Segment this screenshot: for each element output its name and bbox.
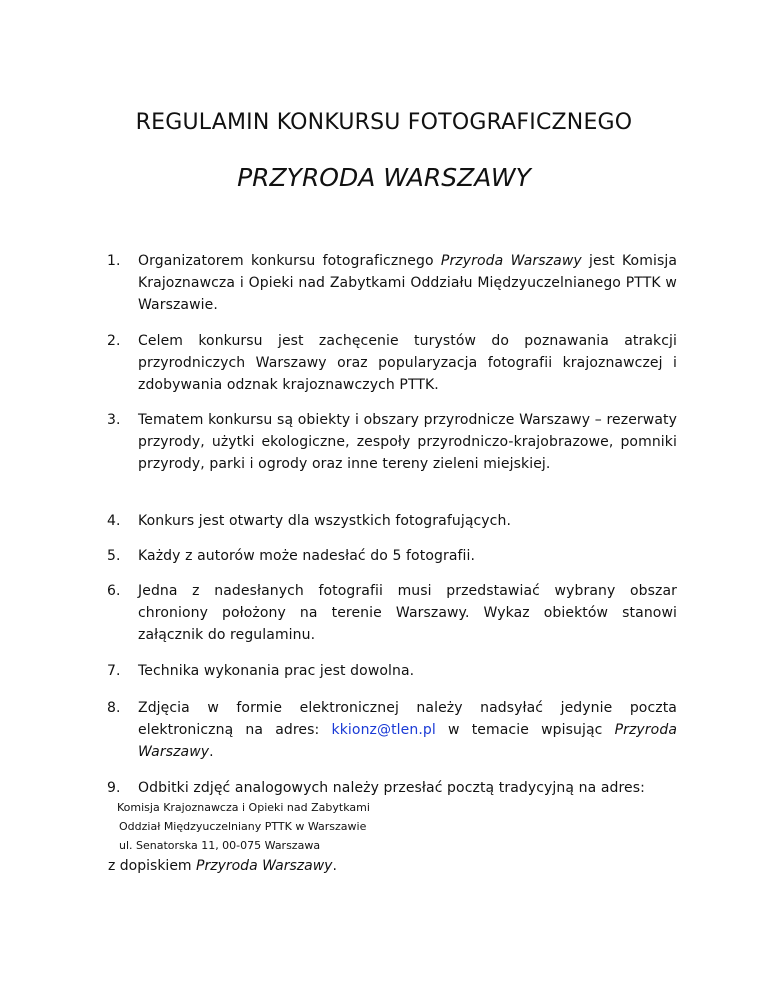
rule-number: 7. bbox=[107, 663, 121, 679]
document-title: REGULAMIN KONKURSU FOTOGRAFICZNEGO bbox=[135, 110, 633, 135]
rule-item-8 bbox=[107, 697, 677, 763]
document-subtitle: PRZYRODA WARSZAWY bbox=[237, 163, 531, 192]
rule-number: 1. bbox=[107, 253, 121, 269]
rule-item-7 bbox=[107, 660, 677, 682]
rule-text: Celem konkursu jest zachęcenie turystów do poznawania atrakcji przyrodniczych Warszawy oraz popularyzacja fotografii krajoznawczej i zdobywania odznak krajoznawczych PTTK. bbox=[138, 333, 677, 393]
rule-number: 8. bbox=[107, 700, 121, 716]
rule-number: 6. bbox=[107, 583, 121, 599]
address-line: ul. Senatorska 11, 00-075 Warszawa bbox=[119, 839, 321, 852]
rule-item-4 bbox=[107, 510, 677, 532]
rule-item-2 bbox=[107, 330, 677, 396]
address-line: Komisja Krajoznawcza i Opieki nad Zabytkami bbox=[117, 801, 370, 814]
email-link[interactable]: kkionz@tlen.pl bbox=[331, 722, 436, 738]
rule-text: Technika wykonania prac jest dowolna. bbox=[138, 663, 415, 679]
rule-text: Jedna z nadesłanych fotografii musi przedstawiać wybrany obszar chroniony położony na terenie Warszawy. Wykaz obiektów stanowi załącznik do regulaminu. bbox=[138, 583, 677, 643]
rule-text: Organizatorem konkursu fotograficznego Przyroda Warszawy jest Komisja Krajoznawcza i Opieki nad Zabytkami Oddziału Międzyuczelnianego PTTK w Warszawie. bbox=[138, 253, 678, 313]
rule-number: 9. bbox=[107, 780, 121, 796]
rule-text: Każdy z autorów może nadesłać do 5 fotografii. bbox=[138, 548, 476, 564]
rule-number: 2. bbox=[107, 333, 121, 349]
rule-item-6 bbox=[107, 580, 677, 646]
address-line: Oddział Międzyuczelniany PTTK w Warszawie bbox=[119, 820, 367, 833]
rule-text: Zdjęcia w formie elektronicznej należy nadsyłać jedynie poczta elektroniczną na adres: kkionz@tlen.pl w temacie wpisując Przyroda Warszawy. bbox=[138, 700, 677, 760]
rule-text: Konkurs jest otwarty dla wszystkich fotografujących. bbox=[138, 513, 512, 529]
rule-item-5 bbox=[107, 545, 677, 567]
rule-text: Tematem konkursu są obiekty i obszary przyrodnicze Warszawy – rezerwaty przyrody, użytki ekologiczne, zespoły przyrodniczo-krajobrazowe, pomniki przyrody, parki i ogrody oraz inne tereny zieleni miejskiej. bbox=[138, 412, 677, 472]
closing-note: z dopiskiem Przyroda Warszawy. bbox=[108, 858, 337, 874]
rule-text: Odbitki zdjęć analogowych należy przesłać pocztą tradycyjną na adres: bbox=[138, 780, 645, 796]
rule-number: 4. bbox=[107, 513, 121, 529]
rule-item-1 bbox=[107, 250, 678, 316]
rule-number: 3. bbox=[107, 412, 121, 428]
rule-item-9 bbox=[107, 777, 677, 799]
rule-number: 5. bbox=[107, 548, 121, 564]
rule-item-3 bbox=[107, 409, 677, 475]
